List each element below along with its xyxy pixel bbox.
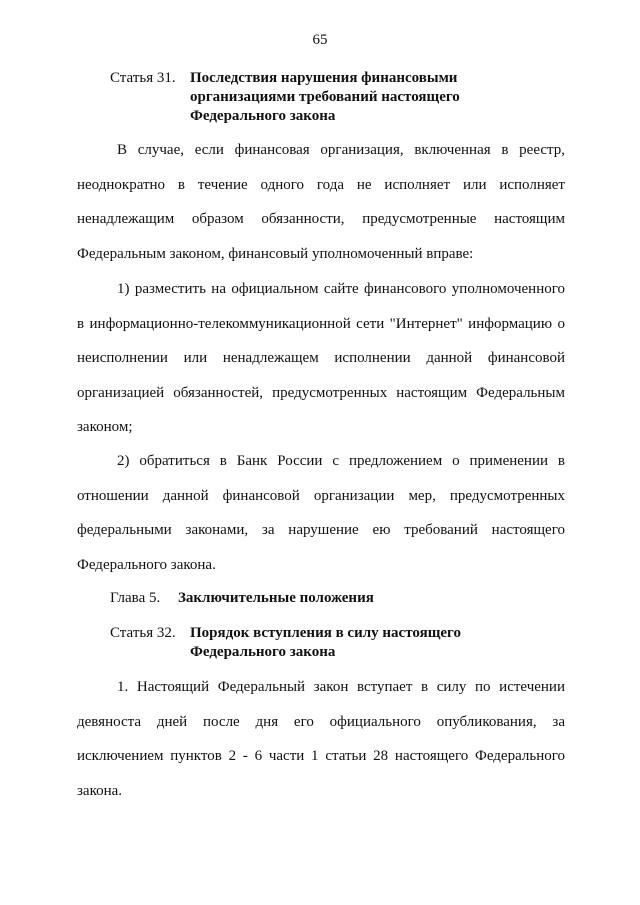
text-line: неоднократно в течение одного года не исполняет или исполняет <box>77 176 565 193</box>
article-31-title-line: Последствия нарушения финансовыми <box>190 70 458 86</box>
text-line: В случае, если финансовая организация, включенная в реестр, <box>117 142 565 158</box>
text-line: исключением пунктов 2 - 6 части 1 статьи 28 настоящего Федерального <box>77 748 565 764</box>
text-line: 1) разместить на официальном сайте финансового уполномоченного <box>117 281 565 297</box>
article-31-title-line: Федерального закона <box>190 108 336 124</box>
article-32-heading <box>110 624 461 662</box>
article-32-title-line: Федерального закона <box>190 644 336 660</box>
paragraph-intro <box>77 133 565 271</box>
article-31-title <box>190 69 460 126</box>
article-32-label: Статья 32. <box>110 625 176 641</box>
chapter-5-title: Заключительные положения <box>178 590 374 606</box>
text-line: Федерального закона. <box>77 556 216 573</box>
paragraph-entry-into-force <box>77 670 565 808</box>
text-line: в информационно-телекоммуникационной сети "Интернет" информацию о <box>77 315 565 332</box>
article-31-heading <box>110 69 460 126</box>
paragraph-item-1 <box>77 272 565 445</box>
text-line: ненадлежащим образом обязанности, предусмотренные настоящим <box>77 211 565 227</box>
text-line: отношении данной финансовой организации мер, предусмотренных <box>77 487 565 504</box>
text-line: девяноста дней после дня его официального опубликования, за <box>77 713 565 730</box>
article-32-title <box>190 624 461 662</box>
text-line: законом; <box>77 419 133 435</box>
text-line: Федеральным законом, финансовый уполномоченный вправе: <box>77 245 474 262</box>
text-line: закона. <box>77 782 123 799</box>
text-line: 2) обратиться в Банк России с предложением о применении в <box>117 453 565 469</box>
text-line: 1. Настоящий Федеральный закон вступает в силу по истечении <box>117 679 565 695</box>
text-line: федеральными законами, за нарушение ею требований настоящего <box>77 522 565 538</box>
text-line: организацией обязанностей, предусмотренных настоящим Федеральным <box>77 384 565 401</box>
article-31-title-line: организациями требований настоящего <box>190 89 460 105</box>
chapter-5-heading <box>110 589 374 608</box>
page-number: 65 <box>312 32 328 48</box>
paragraph-item-2 <box>77 444 565 582</box>
article-31-label: Статья 31. <box>110 70 176 86</box>
chapter-5-label: Глава 5. <box>110 590 161 606</box>
text-line: неисполнении или ненадлежащем исполнении данной финансовой <box>77 350 565 366</box>
article-32-title-line: Порядок вступления в силу настоящего <box>190 625 461 641</box>
